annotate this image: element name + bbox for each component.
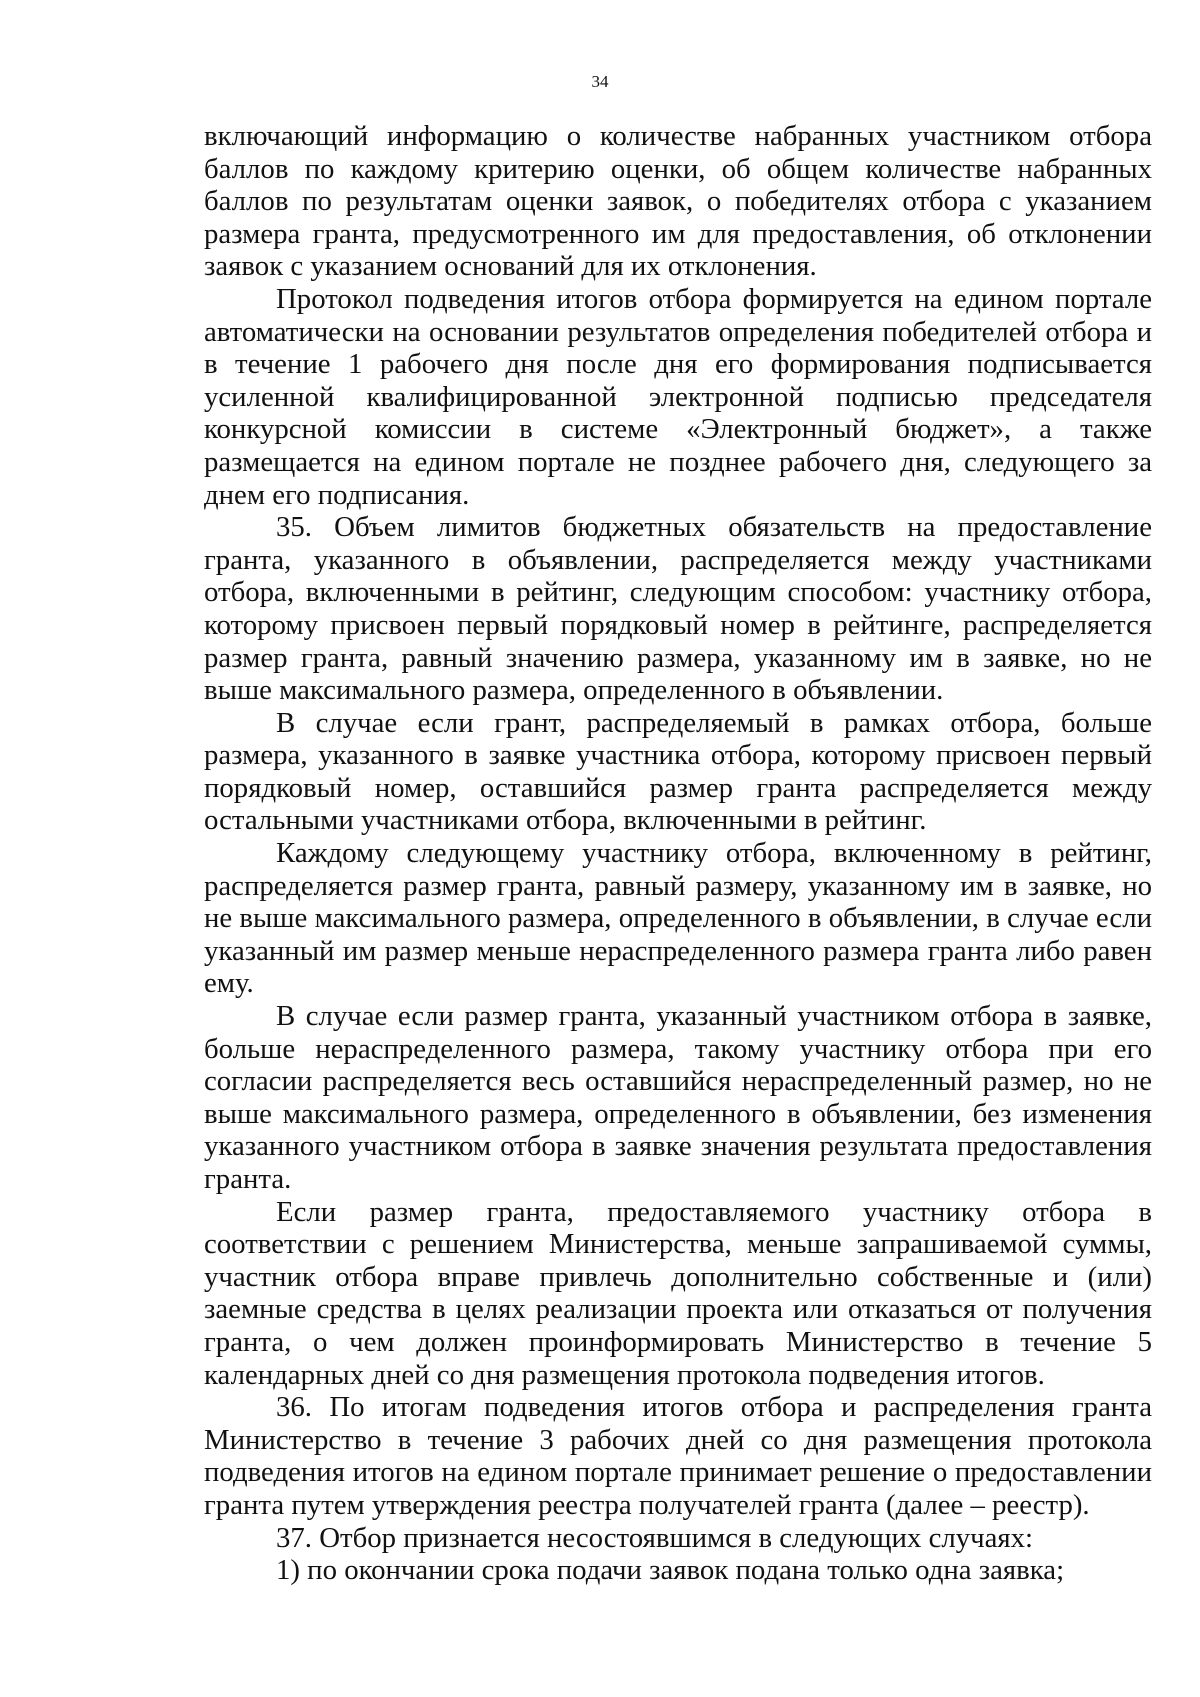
paragraph-item-35: 35. Объем лимитов бюджетных обязательств на предоставление гранта, указанного в объявлении, распределяется между участниками отбора, включенными в рейтинг, следующим способом: участнику отбора, которому присвоен первый порядковый номер в рейтинге, распределяется размер гранта, равный значению размера, указанному им в заявке, но не выше максимального размера, определенного в объявлении.	[204, 511, 1152, 707]
paragraph-item-37-case-1: 1) по окончании срока подачи заявок подана только одна заявка;	[276, 1554, 1065, 1587]
paragraph-smaller-grant: Если размер гранта, предоставляемого участнику отбора в соответствии с решением Министерства, меньше запрашиваемой суммы, участник отбора вправе привлечь дополнительно собственные и (или) заемные средства в целях реализации проекта или отказаться от получения гранта, о чем должен проинформировать Министерство в течение 5 календарных дней со дня размещения протокола подведения итогов.	[204, 1195, 1152, 1391]
paragraph-larger-request: В случае если размер гранта, указанный участником отбора в заявке, больше нераспределенного размера, такому участнику отбора при его согласии распределяется весь оставшийся нераспределенный размер, но не выше максимального размера, определенного в объявлении, без изменения указанного участником отбора в заявке значения результата предоставления гранта.	[204, 1000, 1152, 1195]
paragraph-remaining-grant: В случае если грант, распределяемый в рамках отбора, больше размера, указанного в заявке участника отбора, которому присвоен первый порядковый номер, оставшийся размер гранта распределяется между остальными участниками отбора, включенными в рейтинг.	[204, 706, 1152, 837]
paragraph-item-36: 36. По итогам подведения итогов отбора и распределения гранта Министерство в течение 3 рабочих дней со дня размещения протокола подведения итогов на едином портале принимает решение о предоставлении гранта путем утверждения реестра получателей гранта (далее – реестр).	[204, 1391, 1152, 1521]
paragraph-continuation: включающий информацию о количестве набранных участником отбора баллов по каждому критерию оценки, об общем количестве набранных баллов по результатам оценки заявок, о победителях отбора с указанием размера гранта, предусмотренного им для предоставления, об отклонении заявок с указанием оснований для их отклонения.	[204, 120, 1152, 283]
paragraph-protocol: Протокол подведения итогов отбора формируется на едином портале автоматически на основании результатов определения победителей отбора и в течение 1 рабочего дня после дня его формирования подписывается усиленной квалифицированной электронной подписью председателя конкурсной комиссии в системе «Электронный бюджет», а также размещается на едином портале не позднее рабочего дня, следующего за днем его подписания.	[204, 282, 1152, 511]
document-body	[204, 120, 1152, 1587]
paragraph-each-next-participant: Каждому следующему участнику отбора, включенному в рейтинг, распределяется размер гранта, равный размеру, указанному им в заявке, но не выше максимального размера, определенного в объявлении, в случае если указанный им размер меньше нераспределенного размера гранта либо равен ему.	[204, 837, 1152, 1000]
page-number: 34	[591, 72, 609, 91]
paragraph-item-37: 37. Отбор признается несостоявшимся в следующих случаях:	[276, 1521, 1034, 1554]
